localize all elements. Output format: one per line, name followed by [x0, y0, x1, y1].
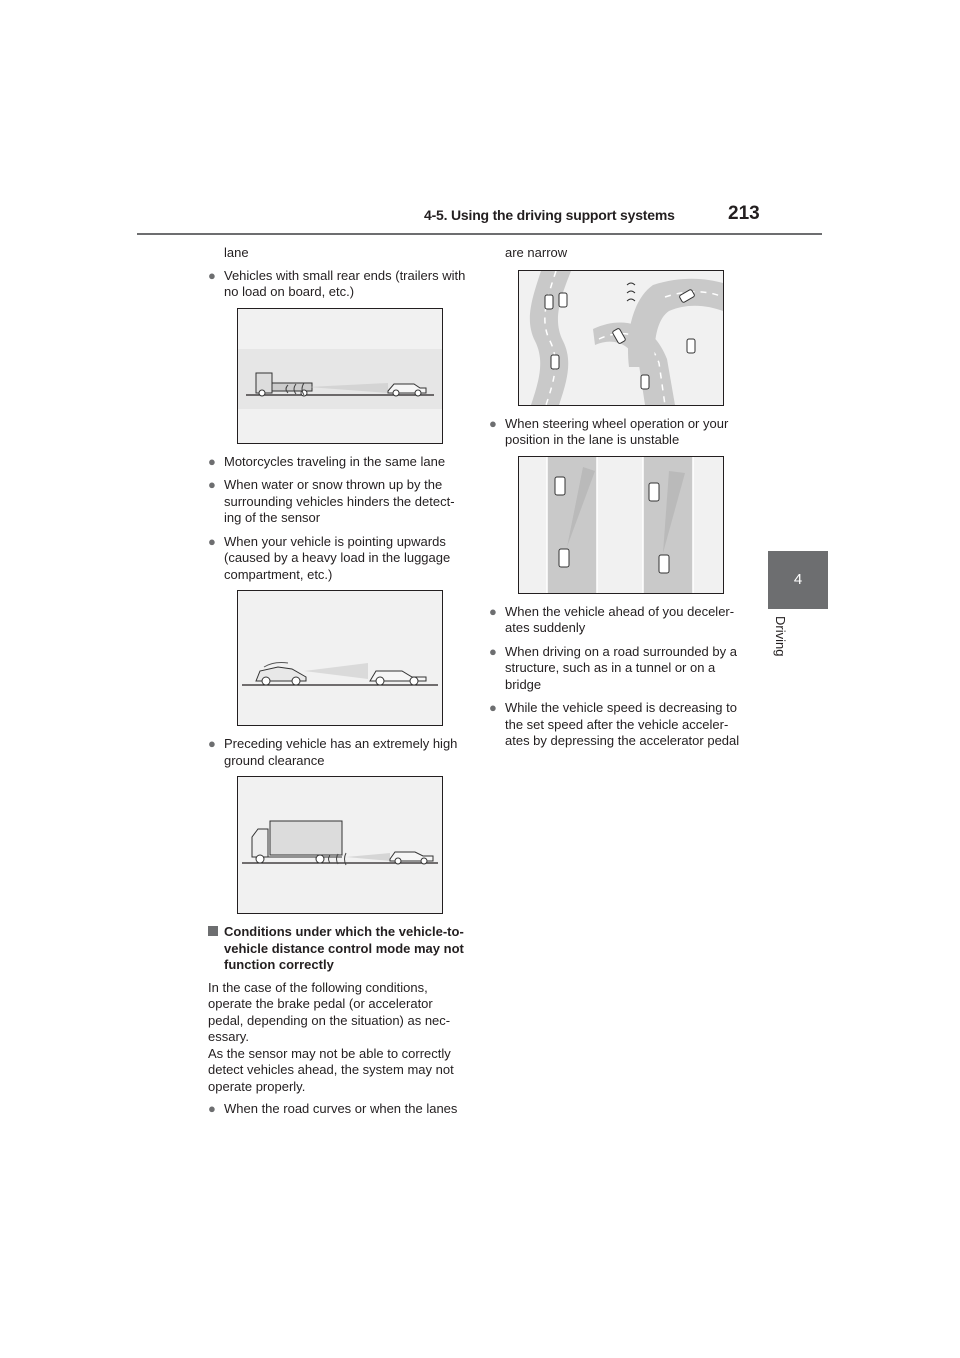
list-item-text: Vehicles with small rear ends (trailers with no load on board, etc.): [224, 267, 466, 299]
figure-trailer: [237, 308, 443, 444]
bullet-icon: ●: [208, 267, 216, 283]
list-item: [489, 644, 751, 694]
left-column: [208, 245, 470, 1125]
continued-text: are narrow: [505, 245, 568, 260]
list-item: [208, 454, 470, 471]
body-paragraph: In the case of the following conditions, operate the brake pedal (or accelerator pedal, depending on the situation) as nec-essary.: [208, 979, 451, 1044]
figure-curves: [518, 270, 724, 406]
figure-high-clearance: [237, 776, 443, 914]
chapter-number: 4: [793, 571, 803, 588]
bullet-icon: ●: [208, 736, 216, 751]
chapter-label: Driving: [773, 616, 788, 657]
bullet-icon: ●: [489, 603, 497, 619]
list-item: [208, 534, 470, 584]
figure-unstable-position: [518, 456, 724, 594]
section-title: 4-5. Using the driving support systems: [424, 207, 675, 223]
right-column: [489, 245, 751, 757]
list-item-text: While the vehicle speed is decreasing to the set speed after the vehicle acceler-ates by depressing the accelerator pedal: [505, 700, 740, 748]
list-item-text: When water or snow thrown up by the surrounding vehicles hinders the detect-ing of the sensor: [224, 477, 455, 525]
bullet-icon: ●: [208, 533, 216, 549]
bullet-icon: ●: [208, 453, 216, 469]
continued-text: lane: [224, 245, 249, 260]
list-item-text: When your vehicle is pointing upwards (caused by a heavy load in the luggage compartment, etc.): [224, 533, 451, 582]
figure-pointing-upwards: [237, 590, 443, 726]
bullet-icon: ●: [489, 415, 497, 431]
list-item-text: When the vehicle ahead of you deceler-ates suddenly: [505, 603, 735, 635]
bullet-icon: ●: [489, 700, 497, 715]
upward-vehicle-illustration: [238, 591, 442, 725]
list-item-text: Motorcycles traveling in the same lane: [224, 453, 446, 469]
bullet-icon: ●: [489, 643, 497, 659]
bullet-icon: ●: [208, 1101, 216, 1116]
list-item: [208, 736, 470, 769]
list-item-text: When steering wheel operation or your position in the lane is unstable: [505, 415, 729, 447]
list-item: [489, 700, 751, 750]
list-item: [489, 604, 751, 637]
square-bullet-icon: [208, 926, 218, 936]
chapter-tab: [768, 551, 828, 609]
list-item-text: Preceding vehicle has an extremely high ground clearance: [224, 736, 458, 768]
unstable-lane-illustration: [519, 457, 723, 593]
list-item: [208, 268, 470, 301]
list-item: [208, 1101, 470, 1118]
list-item-text: When the road curves or when the lanes: [224, 1101, 458, 1116]
list-item: [489, 416, 751, 449]
bullet-icon: ●: [208, 477, 216, 492]
page-number: 213: [728, 203, 760, 224]
subheading: [208, 924, 470, 974]
header-rule: [137, 233, 822, 235]
subheading-text: Conditions under which the vehicle-to-vehicle distance control mode may not function correctly: [224, 924, 464, 972]
trailer-illustration: [238, 309, 442, 443]
truck-illustration: [238, 777, 442, 913]
list-item: [208, 477, 470, 527]
curved-road-illustration: [519, 271, 723, 405]
list-item-text: When driving on a road surrounded by a structure, such as in a tunnel or on a bridge: [505, 643, 737, 692]
body-paragraph: As the sensor may not be able to correctly detect vehicles ahead, the system may not operate properly.: [208, 1045, 454, 1094]
